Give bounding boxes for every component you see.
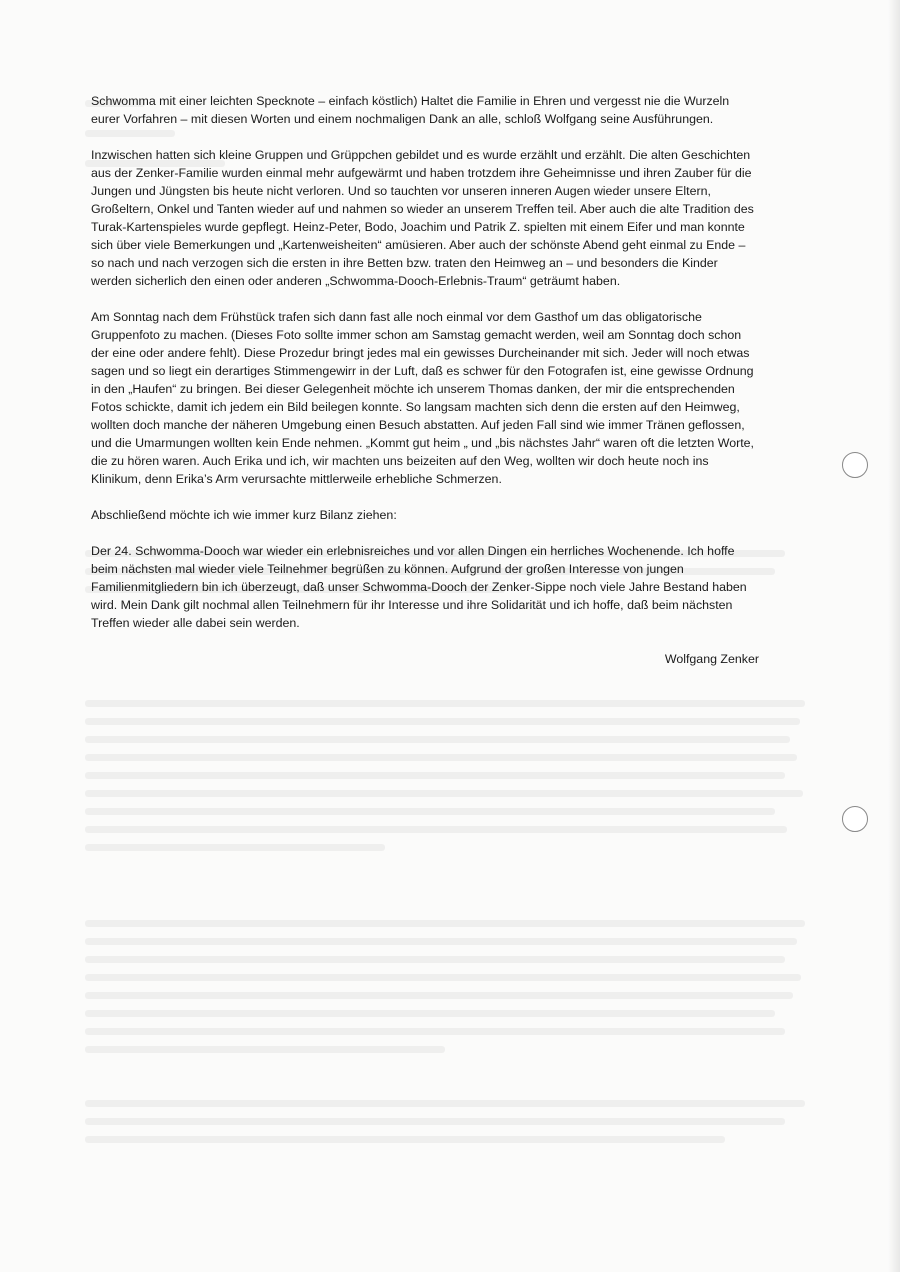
paragraph-closing-speech: Schwomma mit einer leichten Specknote – einfach köstlich) Haltet die Familie in Ehren und vergesst nie die Wurzeln eurer Vorfahren – mit diesen Worten und einem nochmaligen Dank an alle, schloß Wolfgang seine Ausführungen. [91,94,730,126]
paragraph-summary: Der 24. Schwomma-Dooch war wieder ein erlebnisreiches und vor allen Dingen ein herrliches Wochenende. Ich hoffe beim nächsten mal wieder viele Teilnehmer begrüßen zu können. Aufgrund der großen Interesse von jungen Familienmitgliedern bin ich überzeugt, daß unser Schwomma-Dooch der Zenker-Sippe noch viele Jahre Bestand haben wird. Mein Dank gilt nochmal allen Teilnehmern für ihr Interesse und ihre Solidarität und ich hoffe, daß beim nächsten Treffen wieder alle dabei sein werden. [91,544,747,630]
paragraph-sunday-group-photo: Am Sonntag nach dem Frühstück trafen sich dann fast alle noch einmal vor dem Gasthof um das obligatorische Gruppenfoto zu machen. (Dieses Foto sollte immer schon am Samstag gemacht werden, weil am Sonntag doch schon der eine oder andere fehlt). Diese Prozedur bringt jedes mal ein gewisses Durcheinander mit sich. Jeder will noch etwas sagen und so liegt ein derartiges Stimmengewirr in der Luft, daß es schwer für den Fotografen ist, eine gewisse Ordnung in den „Haufen“ zu bringen. Bei dieser Gelegenheit möchte ich unserem Thomas danken, der mir die entsprechenden Fotos schickte, damit ich jedem ein Bild beilegen konnte. So langsam machten sich denn die ersten auf den Heimweg, wollten doch manche der näheren Umgebung einen Besuch abstatten. Auf jeden Fall sind wie immer Tränen geflossen, und die Umarmungen wollten kein Ende nehmen. „Kommt gut heim „ und „bis nächstes Jahr“ waren oft die letzten Worte, die zu hören waren. Auch Erika und ich, wir machten uns beizeiten auf den Weg, wollten wir doch heute noch ins Klinikum, denn Erika’s Arm verursachte mittlerweile erhebliche Schmerzen. [91,310,755,486]
page-edge-shadow [888,0,900,1272]
paragraph-evening-stories: Inzwischen hatten sich kleine Gruppen und Grüppchen gebildet und es wurde erzählt und erzählt. Die alten Geschichten aus der Zenker-Familie wurden einmal mehr aufgewärmt und haben trotzdem ihre Geheimnisse und ihren Zauber für die Jungen und Jüngsten bis heute nicht verloren. Und so tauchten vor unseren inneren Augen wieder unsere Eltern, Großeltern, Onkel und Tanten wieder auf und nahmen so wieder an unserem Treffen teil. Aber auch die alte Tradition des Turak-Kartenspieles wurde gepflegt. Heinz-Peter, Bodo, Joachim und Patrik Z. spielten mit einem Eifer und man konnte sich über viele Bemerkungen und „Kartenweisheiten“ amüsieren. Aber auch der schönste Abend geht einmal zu Ende – so nach und nach verzogen sich die ersten in ihre Betten bzw. traten den Heimweg an – und besonders die Kinder werden sicherlich den einen oder anderen „Schwomma-Dooch-Erlebnis-Traum“ geträumt haben. [91,148,754,288]
signature: Wolfgang Zenker [664,652,759,666]
letter-body [91,92,761,686]
punch-hole [842,452,868,478]
paragraph-summary-intro: Abschließend möchte ich wie immer kurz Bilanz ziehen: [91,508,397,522]
punch-hole [842,806,868,832]
